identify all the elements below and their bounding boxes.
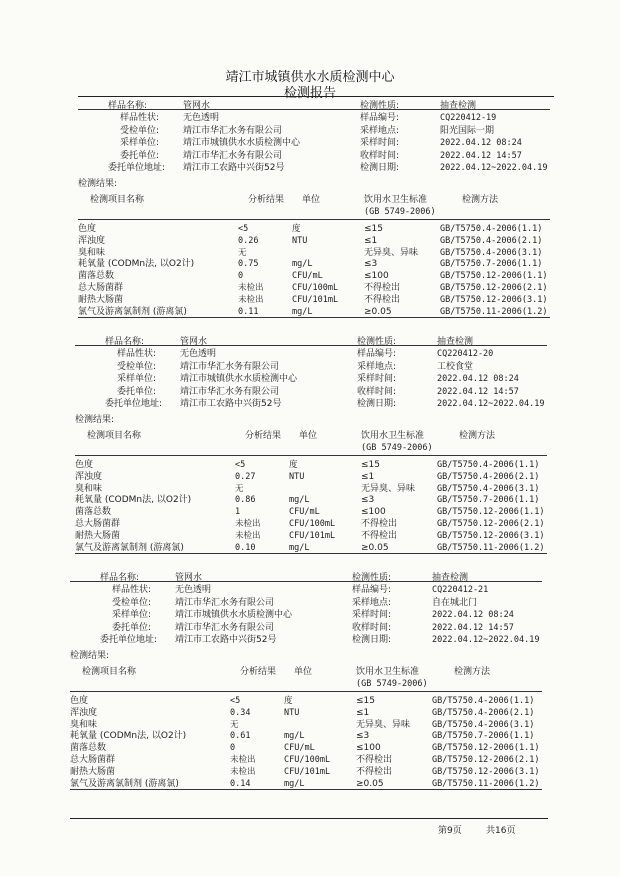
header-info-rule (75, 345, 547, 346)
row-method: GB/T5750.12-2006(3.1) (440, 294, 548, 305)
client-unit-label: 委托单位: (112, 622, 152, 633)
sampling-time-label: 采样时间: (352, 610, 392, 621)
row-unit: mg/L (292, 306, 313, 317)
table-header-rule (75, 455, 547, 456)
row-standard: 不得检出 (364, 283, 401, 293)
col-header-result: 分析结果 (245, 431, 282, 441)
sampling-time-label: 采样时间: (357, 374, 397, 385)
row-result: 0.26 (238, 235, 259, 246)
row-item: 浑浊度 (78, 235, 106, 246)
row-result: 未检出 (235, 530, 261, 541)
row-method: GB/T5750.12-2006(3.1) (437, 530, 545, 541)
row-standard: ≥0.05 (356, 778, 384, 789)
col-header-unit: 单位 (299, 431, 318, 441)
header-info-rule (70, 581, 542, 582)
col-header-unit: 单位 (302, 195, 321, 205)
row-item: 耗氧量 (CODMn法, 以O2计) (78, 259, 195, 270)
row-method: GB/T5750.7-2006(1.1) (437, 495, 540, 506)
sampling-site-value: 工校食堂 (437, 361, 474, 372)
results-label: 检测结果: (75, 415, 115, 425)
row-item: 耐热大肠菌 (70, 766, 116, 777)
sampling-time-value: 2022.04.12 08:24 (432, 610, 514, 621)
report-title: 检测报告 (283, 86, 336, 101)
row-item: 菌落总数 (70, 743, 107, 754)
row-result: 无 (238, 247, 247, 258)
row-unit: 度 (284, 696, 293, 706)
row-unit: CFU/101mL (289, 530, 336, 541)
test-date-value: 2022.04.12~2022.04.19 (432, 635, 540, 645)
results-label: 检测结果: (70, 651, 110, 661)
row-item: 浑浊度 (75, 471, 103, 482)
col-header-result: 分析结果 (248, 195, 285, 205)
client-address-value: 靖江市工农路中兴街52号 (180, 399, 282, 409)
row-unit: CFU/100mL (292, 283, 339, 293)
row-result: <5 (235, 460, 246, 470)
col-header-item: 检测项目名称 (90, 195, 145, 205)
row-method: GB/T5750.11-2006(1.2) (437, 542, 545, 553)
col-header-method: 检测方法 (462, 195, 499, 205)
row-result: 0.34 (230, 707, 251, 718)
header-info-rule (78, 109, 550, 110)
sampling-time-value: 2022.04.12 08:24 (440, 138, 522, 149)
client-unit-value: 靖江市华汇水务有限公司 (183, 150, 283, 161)
col-header-result: 分析结果 (240, 667, 277, 677)
client-address-value: 靖江市工农路中兴街52号 (175, 635, 277, 645)
row-unit: NTU (292, 235, 308, 246)
sample-name-value: 管网水 (180, 337, 208, 347)
row-result: 未检出 (230, 755, 256, 765)
table-header-rule (78, 219, 550, 220)
test-date-label: 检测日期: (357, 399, 397, 409)
sampling-unit-value: 靖江市城镇供水水质检测中心 (175, 610, 293, 621)
row-method: GB/T5750.12-2006(1.1) (437, 507, 545, 518)
table-bottom-rule (78, 317, 550, 318)
row-item: 耗氧量 (CODMn法, 以O2计) (75, 495, 192, 506)
row-unit: mg/L (289, 495, 310, 506)
row-standard: 无异臭、异味 (356, 719, 411, 730)
sample-no-label: 样品编号: (360, 113, 400, 124)
row-item: 色度 (75, 460, 94, 470)
row-standard: 不得检出 (364, 294, 401, 305)
row-standard: ≤100 (356, 743, 381, 754)
row-item: 氯气及游离氯制剂 (游离氯) (78, 306, 187, 317)
row-method: GB/T5750.12-2006(1.1) (440, 271, 548, 282)
sample-name-label: 样品名称: (105, 337, 145, 347)
sample-name-value: 管网水 (183, 101, 211, 111)
row-method: GB/T5750.7-2006(1.1) (432, 731, 535, 742)
row-result: 0 (230, 743, 236, 754)
row-result: 0.86 (235, 495, 256, 506)
col-header-standard-code: (GB 5749-2006) (364, 207, 436, 217)
receive-time-value: 2022.04.12 14:57 (432, 622, 514, 633)
sample-name-value: 管网水 (175, 573, 203, 583)
col-header-standard: 饮用水卫生标准 (356, 667, 420, 677)
row-unit: 度 (289, 460, 298, 470)
row-result: 未检出 (230, 766, 256, 777)
row-method: GB/T5750.11-2006(1.2) (432, 778, 540, 789)
client-address-label: 委托单位地址: (105, 399, 163, 409)
row-item: 浑浊度 (70, 707, 98, 718)
table-bottom-rule (75, 553, 547, 554)
sample-name-label: 样品名称: (100, 573, 140, 583)
col-header-standard: 饮用水卫生标准 (361, 431, 425, 441)
test-nature-label: 检测性质: (352, 573, 392, 583)
row-unit: CFU/100mL (289, 519, 336, 529)
sampling-site-label: 采样地点: (357, 361, 397, 372)
test-date-label: 检测日期: (360, 163, 400, 173)
client-address-label: 委托单位地址: (100, 635, 158, 645)
row-standard: ≥0.05 (364, 306, 392, 317)
receive-time-label: 收样时间: (357, 386, 397, 397)
test-nature-value: 抽查检测 (432, 573, 469, 583)
entrusted-unit-label: 受检单位: (120, 125, 160, 136)
row-result: 无 (230, 719, 239, 730)
test-date-value: 2022.04.12~2022.04.19 (437, 399, 545, 409)
row-item: 菌落总数 (75, 507, 112, 518)
sample-no-value: CQ220412-21 (432, 585, 489, 596)
row-method: GB/T5750.12-2006(3.1) (432, 766, 540, 777)
sampling-site-value: 阳光国际一期 (440, 125, 495, 136)
row-method: GB/T5750.12-2006(1.1) (432, 743, 540, 754)
entrusted-unit-value: 靖江市华汇水务有限公司 (175, 597, 275, 608)
row-standard: ≤1 (356, 707, 370, 718)
sampling-time-value: 2022.04.12 08:24 (437, 374, 519, 385)
row-item: 总大肠菌群 (70, 755, 116, 765)
row-result: 0.27 (235, 471, 256, 482)
row-item: 耗氧量 (CODMn法, 以O2计) (70, 731, 187, 742)
row-standard: ≤1 (361, 471, 375, 482)
col-header-standard-code: (GB 5749-2006) (361, 443, 433, 453)
row-item: 臭和味 (70, 719, 98, 730)
row-result: 0.75 (238, 259, 259, 270)
row-standard: 不得检出 (356, 766, 393, 777)
col-header-item: 检测项目名称 (87, 431, 142, 441)
results-label: 检测结果: (78, 179, 118, 189)
sample-name-label: 样品名称: (108, 101, 148, 111)
row-unit: CFU/101mL (284, 766, 331, 777)
row-result: 未检出 (238, 283, 264, 293)
row-standard: 无异臭、异味 (364, 247, 419, 258)
col-header-standard: 饮用水卫生标准 (364, 195, 428, 205)
sample-trait-label: 样品性状: (120, 113, 160, 124)
client-address-value: 靖江市工农路中兴街52号 (183, 163, 285, 173)
row-item: 总大肠菌群 (75, 519, 121, 529)
row-result: 0.10 (235, 542, 256, 553)
client-unit-label: 委托单位: (117, 386, 157, 397)
row-item: 色度 (78, 224, 97, 234)
test-date-value: 2022.04.12~2022.04.19 (440, 163, 548, 173)
sampling-unit-value: 靖江市城镇供水水质检测中心 (180, 374, 298, 385)
row-item: 臭和味 (78, 247, 106, 258)
row-result: 未检出 (238, 294, 264, 305)
sample-no-value: CQ220412-20 (437, 349, 494, 360)
entrusted-unit-value: 靖江市华汇水务有限公司 (183, 125, 283, 136)
entrusted-unit-label: 受检单位: (117, 361, 157, 372)
footer-rule (70, 818, 548, 819)
row-item: 臭和味 (75, 483, 103, 494)
sample-no-label: 样品编号: (357, 349, 397, 360)
row-method: GB/T5750.12-2006(2.1) (437, 519, 545, 529)
receive-time-label: 收样时间: (360, 150, 400, 161)
test-nature-label: 检测性质: (357, 337, 397, 347)
sampling-time-label: 采样时间: (360, 138, 400, 149)
row-item: 氯气及游离氯制剂 (游离氯) (70, 778, 179, 789)
row-unit: mg/L (292, 259, 313, 270)
entrusted-unit-value: 靖江市华汇水务有限公司 (180, 361, 280, 372)
col-header-item: 检测项目名称 (82, 667, 137, 677)
row-unit: NTU (284, 707, 300, 718)
test-date-label: 检测日期: (352, 635, 392, 645)
row-method: GB/T5750.4-2006(1.1) (437, 460, 540, 470)
row-item: 耐热大肠菌 (78, 294, 124, 305)
sampling-unit-value: 靖江市城镇供水水质检测中心 (183, 138, 301, 149)
sampling-site-value: 自在城北门 (432, 597, 478, 608)
row-standard: ≤15 (364, 224, 383, 234)
row-unit: CFU/100mL (284, 755, 331, 765)
receive-time-value: 2022.04.12 14:57 (440, 150, 522, 161)
row-standard: ≤3 (356, 731, 370, 742)
row-unit: mg/L (289, 542, 310, 553)
row-method: GB/T5750.4-2006(3.1) (437, 483, 540, 494)
col-header-method: 检测方法 (454, 667, 491, 677)
client-unit-value: 靖江市华汇水务有限公司 (180, 386, 280, 397)
test-nature-value: 抽查检测 (437, 337, 474, 347)
sample-trait-label: 样品性状: (112, 585, 152, 596)
page-number: 第9页 (438, 826, 462, 836)
col-header-unit: 单位 (294, 667, 313, 677)
row-method: GB/T5750.11-2006(1.2) (440, 306, 548, 317)
receive-time-value: 2022.04.12 14:57 (437, 386, 519, 397)
title-rule (78, 96, 554, 97)
row-unit: mg/L (284, 731, 305, 742)
entrusted-unit-label: 受检单位: (112, 597, 152, 608)
table-header-rule (70, 691, 542, 692)
col-header-standard-code: (GB 5749-2006) (356, 679, 428, 689)
row-item: 菌落总数 (78, 271, 115, 282)
row-result: 未检出 (235, 519, 261, 529)
row-standard: 不得检出 (356, 755, 393, 765)
row-standard: 不得检出 (361, 519, 398, 529)
row-standard: 无异臭、异味 (361, 483, 416, 494)
test-nature-value: 抽查检测 (440, 101, 477, 111)
row-result: 0.61 (230, 731, 251, 742)
row-standard: ≤15 (361, 460, 380, 470)
sampling-unit-label: 采样单位: (117, 374, 157, 385)
row-method: GB/T5750.4-2006(3.1) (432, 719, 535, 730)
row-result: 0.14 (230, 778, 251, 789)
row-standard: ≤15 (356, 696, 375, 706)
sample-no-label: 样品编号: (352, 585, 392, 596)
row-standard: ≤100 (364, 271, 389, 282)
table-bottom-rule (70, 789, 542, 790)
row-item: 耐热大肠菌 (75, 530, 121, 541)
row-unit: CFU/mL (292, 271, 323, 282)
row-method: GB/T5750.4-2006(2.1) (432, 707, 535, 718)
row-standard: ≤3 (364, 259, 378, 270)
row-unit: mg/L (284, 778, 305, 789)
sampling-unit-label: 采样单位: (120, 138, 160, 149)
sampling-site-label: 采样地点: (360, 125, 400, 136)
row-standard: ≤100 (361, 507, 386, 518)
row-result: <5 (238, 224, 249, 234)
row-result: 0 (238, 271, 244, 282)
sample-trait-value: 无色透明 (175, 585, 212, 596)
sample-trait-value: 无色透明 (183, 113, 220, 124)
row-standard: 不得检出 (361, 530, 398, 541)
row-method: GB/T5750.4-2006(1.1) (432, 696, 535, 706)
row-result: <5 (230, 696, 241, 706)
row-method: GB/T5750.12-2006(2.1) (432, 755, 540, 765)
client-address-label: 委托单位地址: (108, 163, 166, 173)
row-method: GB/T5750.4-2006(2.1) (440, 235, 543, 246)
row-result: 0.11 (238, 306, 259, 317)
client-unit-label: 委托单位: (120, 150, 160, 161)
sample-no-value: CQ220412-19 (440, 113, 497, 124)
row-item: 氯气及游离氯制剂 (游离氯) (75, 542, 184, 553)
row-unit: CFU/mL (284, 743, 315, 754)
row-method: GB/T5750.4-2006(1.1) (440, 224, 543, 234)
sample-trait-label: 样品性状: (117, 349, 157, 360)
row-item: 总大肠菌群 (78, 283, 124, 293)
test-nature-label: 检测性质: (360, 101, 400, 111)
row-standard: ≤3 (361, 495, 375, 506)
row-standard: ≤1 (364, 235, 378, 246)
sampling-site-label: 采样地点: (352, 597, 392, 608)
row-standard: ≥0.05 (361, 542, 389, 553)
row-method: GB/T5750.4-2006(3.1) (440, 247, 543, 258)
row-unit: NTU (289, 471, 305, 482)
row-method: GB/T5750.7-2006(1.1) (440, 259, 543, 270)
page-total: 共16页 (486, 826, 516, 836)
row-unit: CFU/101mL (292, 294, 339, 305)
receive-time-label: 收样时间: (352, 622, 392, 633)
client-unit-value: 靖江市华汇水务有限公司 (175, 622, 275, 633)
row-unit: CFU/mL (289, 507, 320, 518)
row-method: GB/T5750.12-2006(2.1) (440, 283, 548, 293)
row-method: GB/T5750.4-2006(2.1) (437, 471, 540, 482)
row-unit: 度 (292, 224, 301, 234)
col-header-method: 检测方法 (459, 431, 496, 441)
row-item: 色度 (70, 696, 89, 706)
row-result: 1 (235, 507, 241, 518)
sampling-unit-label: 采样单位: (112, 610, 152, 621)
org-title: 靖江市城镇供水水质检测中心 (225, 70, 395, 85)
sample-trait-value: 无色透明 (180, 349, 217, 360)
row-result: 无 (235, 483, 244, 494)
